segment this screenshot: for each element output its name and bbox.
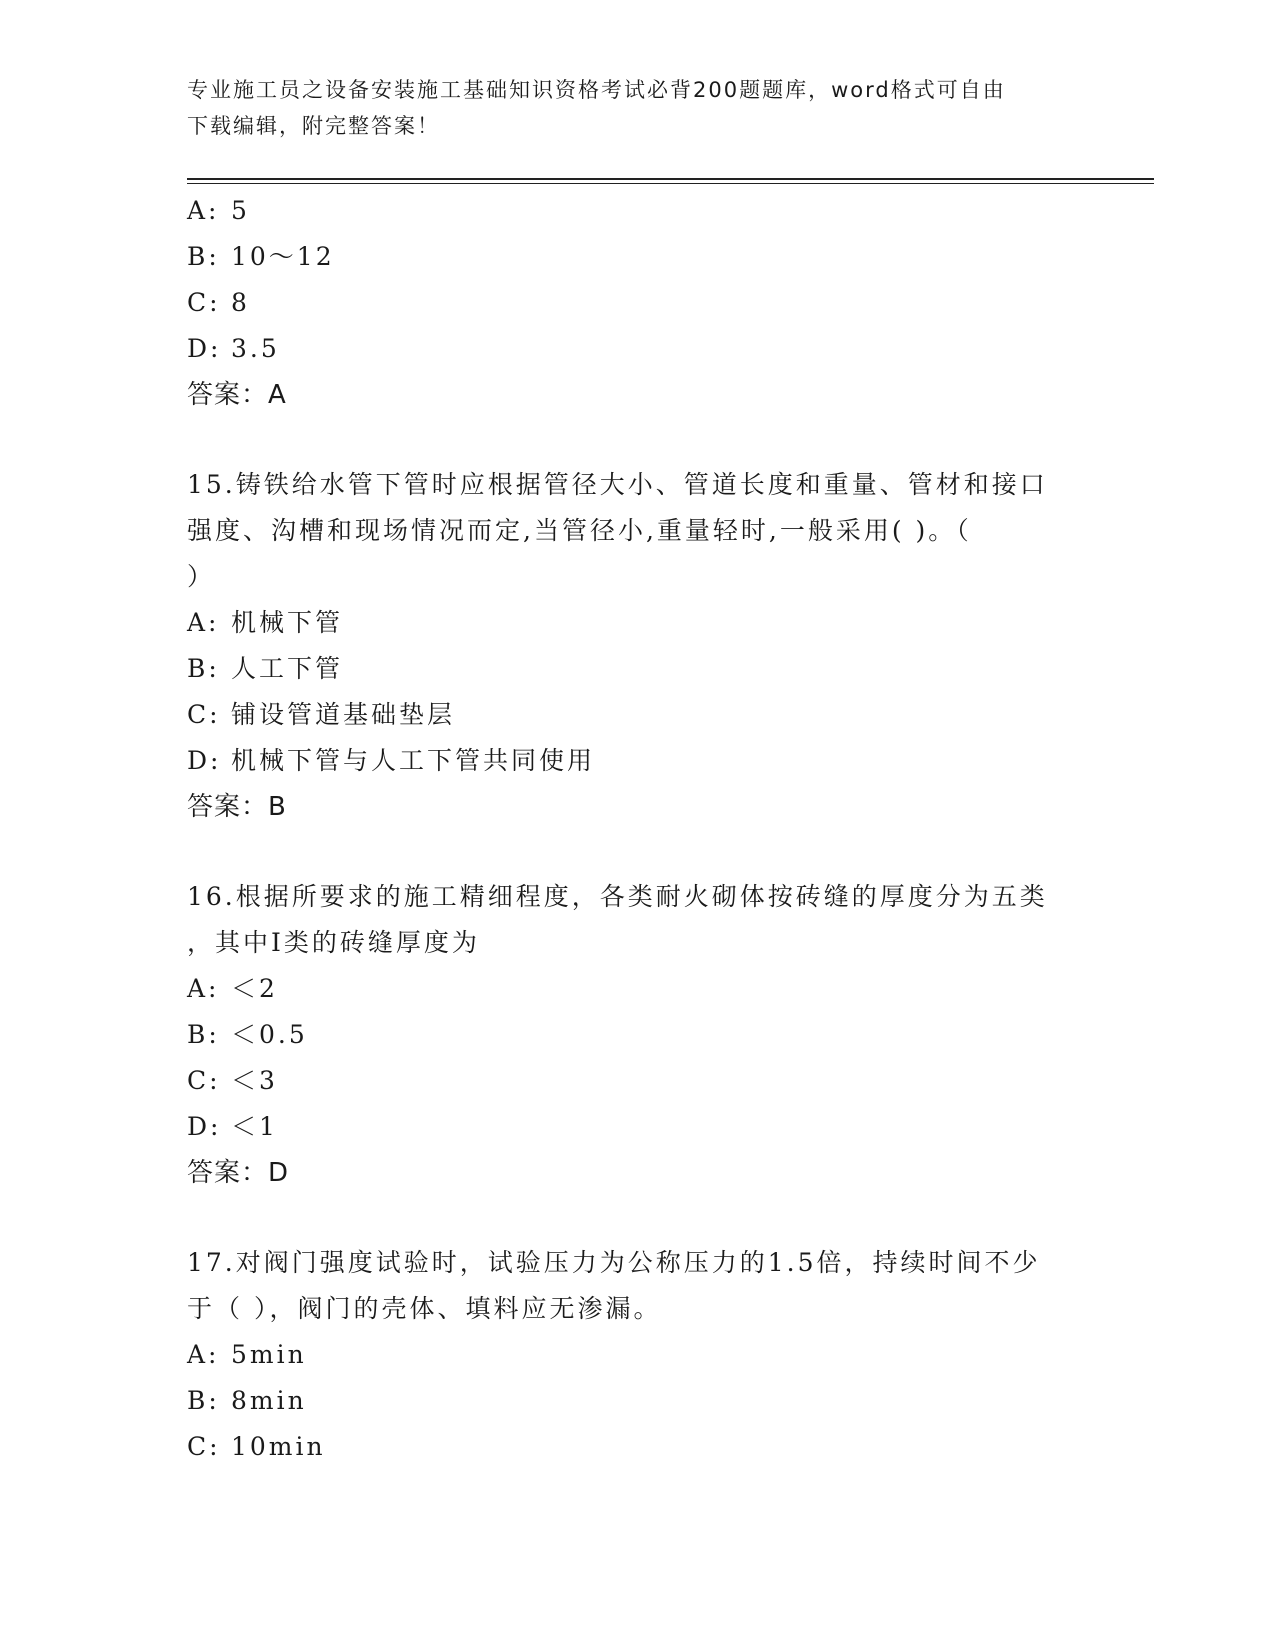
- question-text-line: 15.铸铁给水管下管时应根据管径大小、管道长度和重量、管材和接口: [187, 470, 1048, 499]
- answer-line: 答案：B: [187, 792, 287, 822]
- option-label: D:: [187, 334, 222, 363]
- option-b: [187, 646, 1087, 692]
- question-text-line: ，其中Ⅰ类的砖缝厚度为: [187, 928, 480, 957]
- option-text: 机械下管: [231, 608, 344, 637]
- question-17: [187, 1240, 1087, 1470]
- option-text: 8min: [231, 1386, 307, 1415]
- option-label: D:: [187, 746, 222, 775]
- question-text-line: 16.根据所要求的施工精细程度，各类耐火砌体按砖缝的厚度分为五类: [187, 882, 1048, 911]
- question-16: [187, 874, 1087, 1196]
- option-text: 8: [231, 288, 250, 317]
- option-text: 铺设管道基础垫层: [231, 700, 456, 729]
- option-text: ＜2: [231, 974, 278, 1003]
- option-label: A:: [187, 608, 220, 637]
- option-c: [187, 692, 1087, 738]
- option-text: 5min: [231, 1340, 307, 1369]
- option-text: 10～12: [231, 242, 335, 271]
- question-text-line: 强度、沟槽和现场情况而定,当管径小,重量轻时,一般采用( )。（: [187, 516, 972, 545]
- option-c: [187, 1058, 1087, 1104]
- option-label: A:: [187, 974, 220, 1003]
- option-label: C:: [187, 700, 221, 729]
- option-label: B:: [187, 654, 220, 683]
- header-line-1: 专业施工员之设备安装施工基础知识资格考试必背200题题库，word格式可自由: [187, 78, 1006, 102]
- question-15: [187, 462, 1087, 830]
- spacer: [187, 830, 1087, 874]
- option-label: D:: [187, 1112, 222, 1141]
- option-d: [187, 1104, 1087, 1150]
- option-label: C:: [187, 1066, 221, 1095]
- option-text: 10min: [231, 1432, 326, 1461]
- option-a: [187, 1332, 1087, 1378]
- option-text: 3.5: [231, 334, 280, 363]
- option-label: B:: [187, 242, 220, 271]
- question-list: [187, 188, 1087, 1470]
- question-text-line: 17.对阀门强度试验时，试验压力为公称压力的1.5倍，持续时间不少: [187, 1248, 1041, 1277]
- question-text-line: ）: [187, 562, 216, 591]
- option-label: A:: [187, 196, 220, 225]
- option-d: [187, 326, 1087, 372]
- option-c: [187, 280, 1087, 326]
- document-header: [187, 72, 1077, 144]
- answer-line: 答案：A: [187, 380, 287, 410]
- answer-line: 答案：D: [187, 1158, 290, 1188]
- option-b: [187, 1378, 1087, 1424]
- option-text: 机械下管与人工下管共同使用: [231, 746, 596, 775]
- option-a: [187, 188, 1087, 234]
- option-b: [187, 234, 1087, 280]
- spacer: [187, 1196, 1087, 1240]
- option-c: [187, 1424, 1087, 1470]
- option-b: [187, 1012, 1087, 1058]
- option-d: [187, 738, 1087, 784]
- header-divider-thick: [187, 178, 1154, 180]
- option-label: A:: [187, 1340, 220, 1369]
- option-a: [187, 966, 1087, 1012]
- option-text: 5: [231, 196, 250, 225]
- question-text-line: 于（ ），阀门的壳体、填料应无渗漏。: [187, 1294, 662, 1323]
- option-label: B:: [187, 1386, 220, 1415]
- question-14: [187, 188, 1087, 418]
- option-text: 人工下管: [231, 654, 344, 683]
- option-label: C:: [187, 288, 221, 317]
- option-label: C:: [187, 1432, 221, 1461]
- spacer: [187, 418, 1087, 462]
- option-text: ＜1: [231, 1112, 278, 1141]
- header-divider-thin: [187, 183, 1154, 184]
- option-text: ＜3: [231, 1066, 278, 1095]
- header-line-2: 下载编辑，附完整答案！: [187, 114, 440, 138]
- option-label: B:: [187, 1020, 220, 1049]
- option-a: [187, 600, 1087, 646]
- option-text: ＜0.5: [231, 1020, 308, 1049]
